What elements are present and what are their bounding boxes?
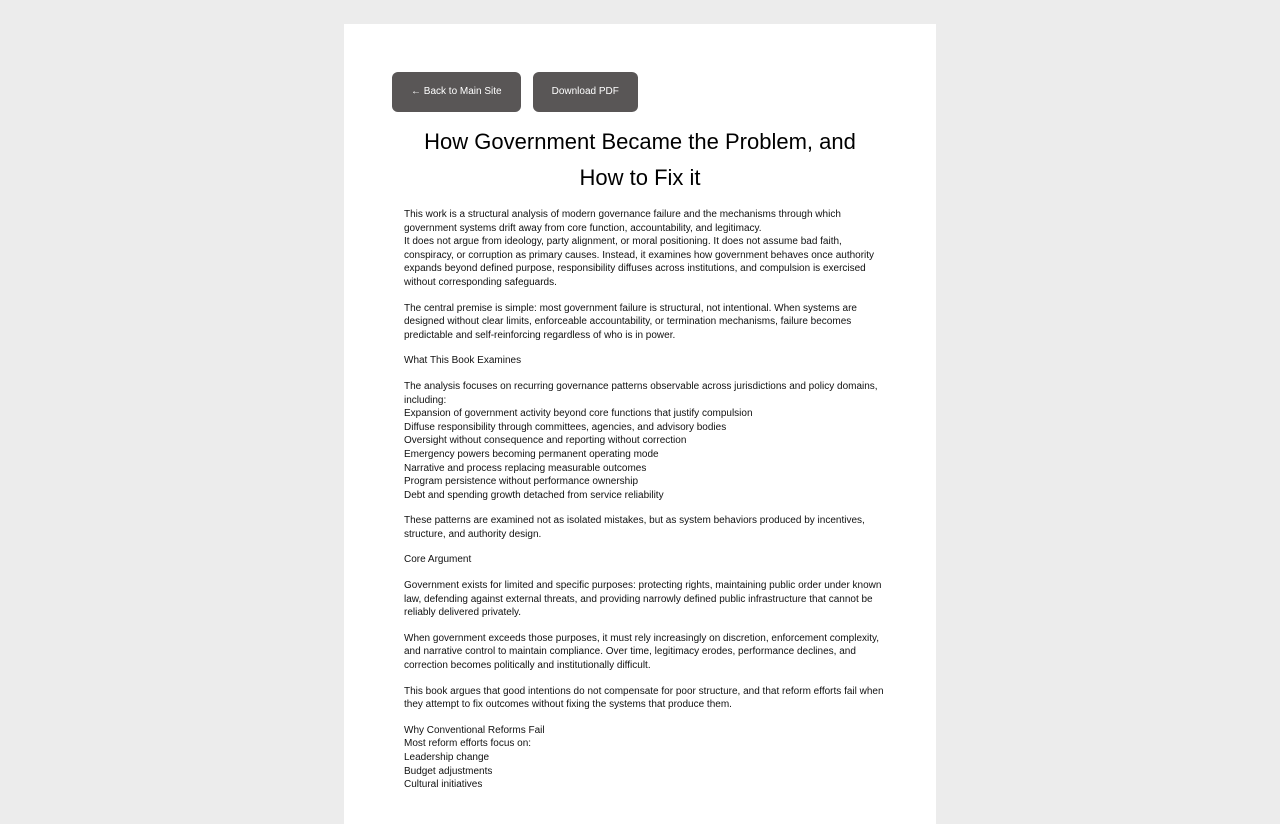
premise-paragraph: The central premise is simple: most government failure is structural, not intentional. When systems are designed without clear limits, enforceable accountability, or termination mechanisms, failure becomes predictable and self-reinforcing regardless of who is in power. [404, 302, 857, 341]
reforms-intro: Most reform efforts focus on: [404, 738, 532, 750]
page-title: How Government Became the Problem, and How to Fix it [424, 129, 856, 190]
list-item: Program persistence without performance ownership [404, 476, 638, 488]
list-item: Budget adjustments [404, 765, 493, 777]
document-body [404, 208, 888, 792]
list-item: Expansion of government activity beyond core functions that justify compulsion [404, 408, 753, 420]
list-item: Emergency powers becoming permanent operating mode [404, 448, 659, 460]
reforms-heading: Why Conventional Reforms Fail [404, 724, 545, 736]
list-item: Oversight without consequence and reporting without correction [404, 435, 687, 447]
list-item: Leadership change [404, 752, 490, 763]
intro-line-2: It does not argue from ideology, party alignment, or moral positioning. It does not assume bad faith, conspiracy, or corruption as primary causes. Instead, it examines how government behaves once authority expands beyond defined purpose, responsibility diffuses across institutions, and compulsion is exercised without corresponding safeguards. [404, 236, 875, 288]
reforms-section [404, 724, 888, 792]
intro-paragraph [404, 208, 888, 290]
patterns-paragraph: These patterns are examined not as isolated mistakes, but as system behaviors produced by incentives, structure, and authority design. [404, 515, 865, 540]
core-paragraph-1: Government exists for limited and specific purposes: protecting rights, maintaining public order under known law, defending against external threats, and providing narrowly defined public infrastructure that cannot be reliably delivered privately. [404, 580, 882, 619]
back-to-main-site-button[interactable]: ← Back to Main Site [392, 72, 521, 112]
list-item: Diffuse responsibility through committees, agencies, and advisory bodies [404, 421, 727, 433]
examines-section [404, 380, 888, 502]
core-paragraph-2: When government exceeds those purposes, it must rely increasingly on discretion, enforcement complexity, and narrative control to maintain compliance. Over time, legitimacy erodes, performance declines, and correction becomes politically and institutionally difficult. [404, 632, 880, 672]
intro-line-1: This work is a structural analysis of modern governance failure and the mechanisms through which government systems drift away from core function, accountability, and legitimacy. [404, 209, 841, 234]
core-paragraph-3: This book argues that good intentions do not compensate for poor structure, and that reform efforts fail when they attempt to fix outcomes without fixing the systems that produce them. [404, 685, 884, 711]
core-argument-heading: Core Argument [404, 554, 472, 566]
examines-heading: What This Book Examines [404, 355, 522, 367]
examines-intro: The analysis focuses on recurring governance patterns observable across jurisdictions and policy domains, including: [404, 380, 878, 406]
download-pdf-button[interactable]: Download PDF [533, 72, 638, 112]
list-item: Debt and spending growth detached from service reliability [404, 489, 664, 501]
document-page [344, 24, 936, 824]
list-item: Narrative and process replacing measurable outcomes [404, 462, 647, 474]
action-buttons [392, 72, 638, 112]
list-item: Cultural initiatives [404, 779, 483, 791]
